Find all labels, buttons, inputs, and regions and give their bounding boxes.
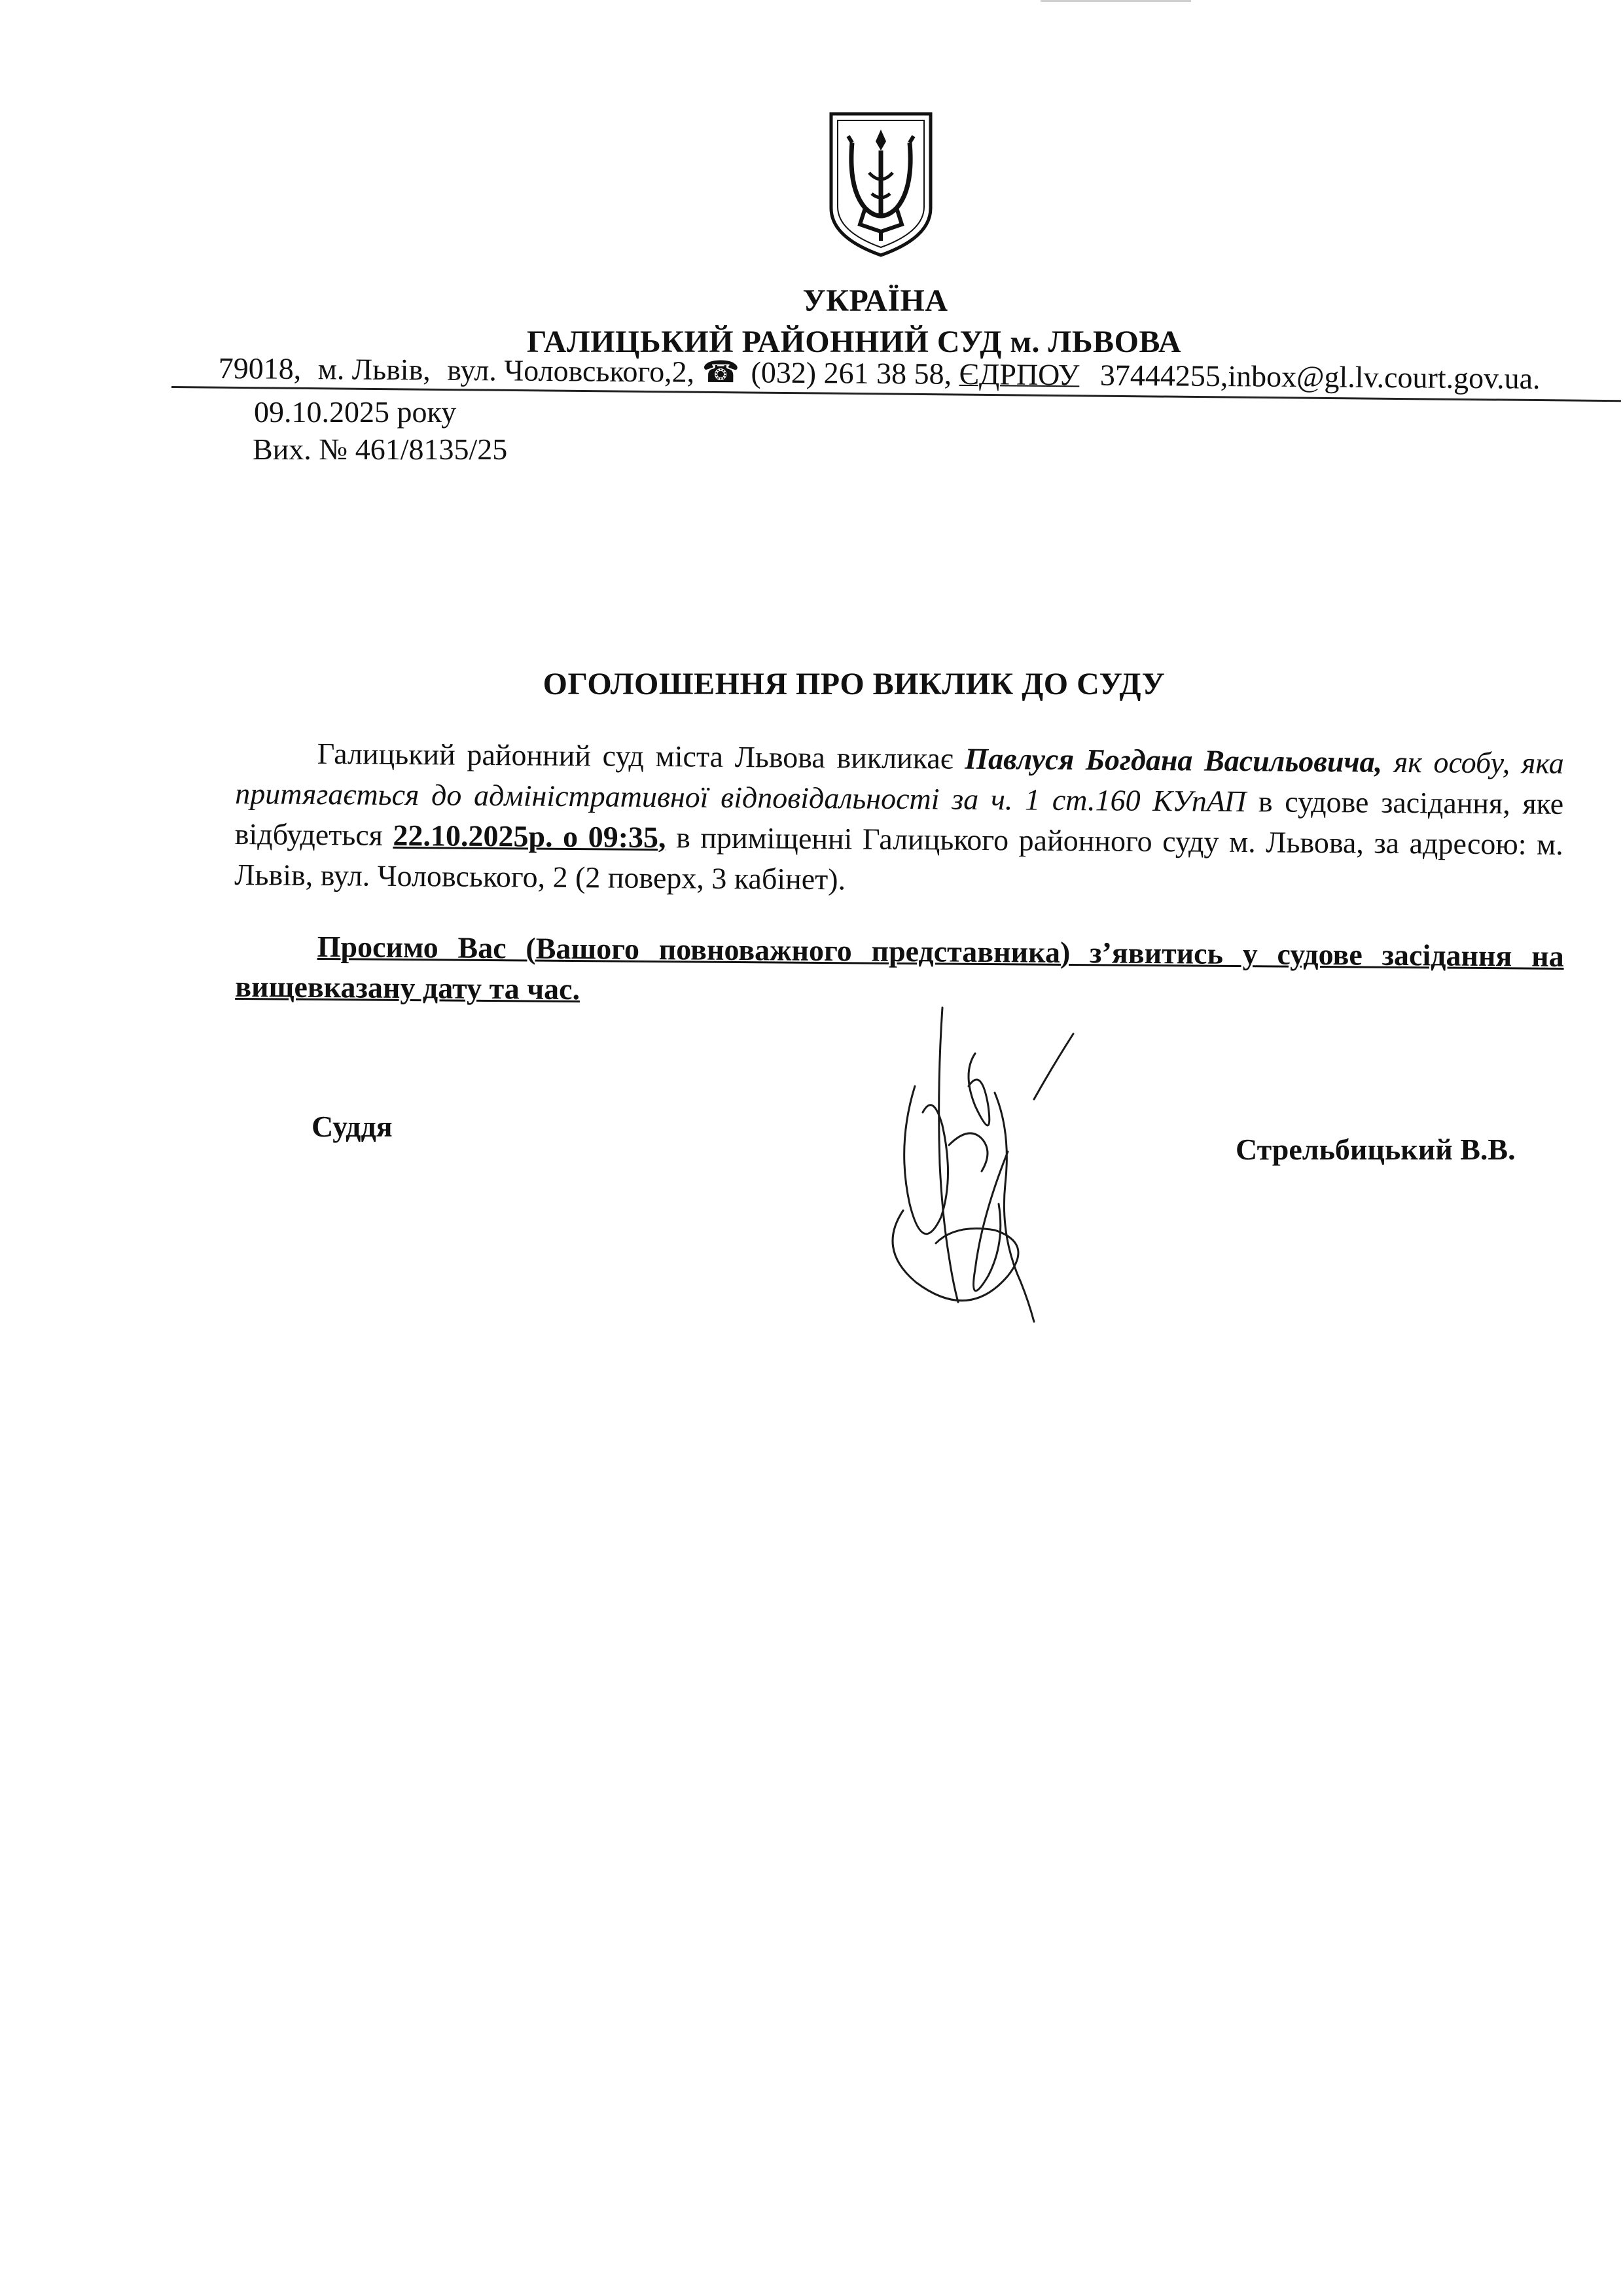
- country-heading: УКРАЇНА: [802, 283, 948, 318]
- person-name: Павлуся Богдана Васильовича,: [965, 741, 1383, 779]
- judge-name: Стрельбицький В.В.: [1236, 1133, 1516, 1166]
- edrpou-label: ЄДРПОУ: [959, 357, 1080, 392]
- appearance-request-text: Просимо Вас (Вашого повноважного представника) з’явитись у судове засідання на вищевказану дату та час.: [235, 929, 1564, 1006]
- street-address: вул. Чоловського,2,: [447, 353, 695, 389]
- outgoing-number: Вих. № 461/8135/25: [253, 433, 508, 466]
- handwritten-signature: [877, 995, 1113, 1348]
- scan-artifact: [1041, 0, 1191, 2]
- hearing-datetime: 22.10.2025р. о 09:35,: [393, 818, 666, 855]
- summons-intro: Галицький районний суд міста Львова викликає: [317, 736, 954, 775]
- charge-description: як особу, яка притягається до адміністративної відповідальності за ч. 1 ст.160 КУпАП: [235, 745, 1564, 819]
- court-contact-line: 79018, м. Львів, вул. Чоловського,2, ☎ (032) 261 38 58, ЄДРПОУ 37444255,inbox@gl.lv.court.gov.ua.: [218, 351, 1541, 395]
- summons-paragraph: [234, 733, 1564, 906]
- telephone-icon: ☎: [702, 355, 740, 389]
- postal-code: 79018,: [218, 351, 302, 385]
- judge-label: Суддя: [312, 1110, 393, 1143]
- hearing-location: в приміщенні Галицького районного суду м. Львова, за адресою: м. Львів, вул. Чоловського, 2 (2 поверх, 3 кабінет).: [234, 821, 1563, 896]
- summons-middle: в судове засідання, яке відбудеться: [234, 785, 1564, 852]
- court-name-heading: ГАЛИЦЬКИЙ РАЙОННИЙ СУД м. ЛЬВОВА: [526, 325, 1182, 359]
- outgoing-date: 09.10.2025 року: [254, 395, 457, 429]
- city: м. Львів,: [317, 352, 431, 387]
- phone-number: (032) 261 38 58: [751, 355, 944, 391]
- edrpou-and-email: 37444255,inbox@gl.lv.court.gov.ua.: [1099, 358, 1541, 395]
- document-title: ОГОЛОШЕННЯ ПРО ВИКЛИК ДО СУДУ: [543, 667, 1166, 701]
- coat-of-arms-icon: [826, 110, 936, 259]
